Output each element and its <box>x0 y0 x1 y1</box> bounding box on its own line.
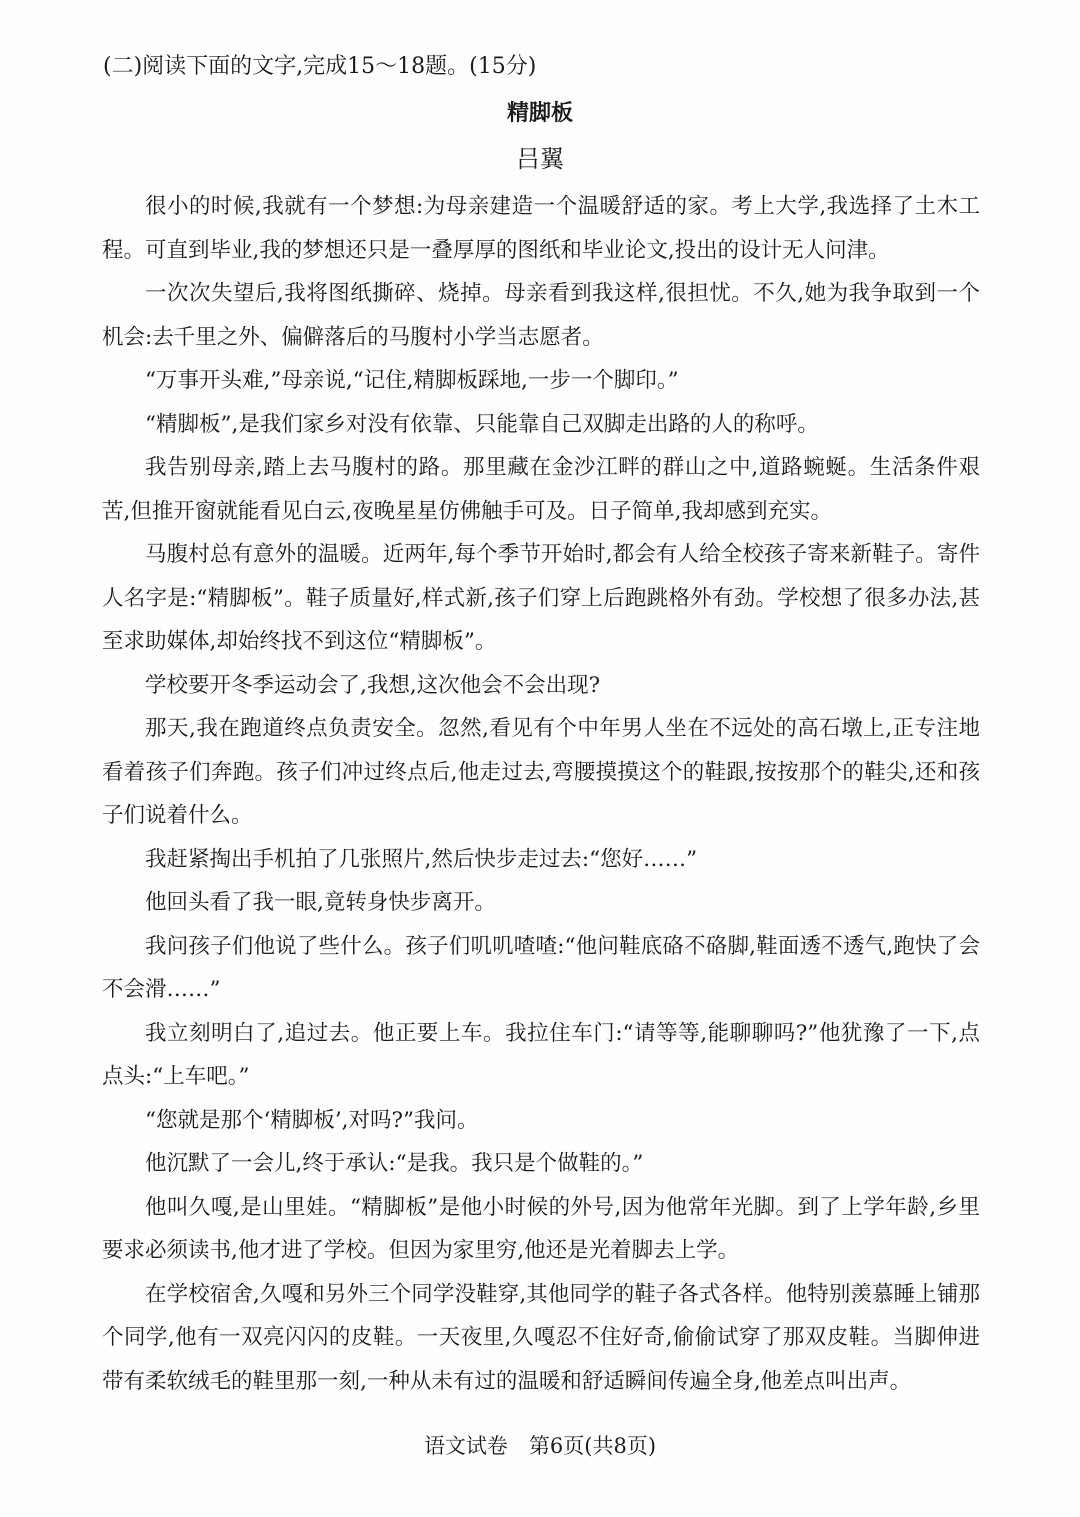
article-body <box>102 185 980 1403</box>
paragraph: 我立刻明白了,追过去。他正要上车。我拉住车门:“请等等,能聊聊吗?”他犹豫了一下,点点头:“上车吧。” <box>102 1020 980 1089</box>
paragraph: 他回头看了我一眼,竟转身快步离开。 <box>145 890 496 915</box>
paragraph: “万事开头难,”母亲说,“记住,精脚板踩地,一步一个脚印。” <box>145 368 679 393</box>
page-footer: 语文试卷 第6页(共8页) <box>423 1434 657 1458</box>
paragraph: “您就是那个‘精脚板’,对吗?”我问。 <box>145 1107 479 1133</box>
article-author: 吕翼 <box>516 145 564 173</box>
paragraph: 学校要开冬季运动会了,我想,这次他会不会出现? <box>145 672 601 698</box>
paragraph: 我告别母亲,踏上去马腹村的路。那里藏在金沙江畔的群山之中,道路蜿蜒。生活条件艰苦,但推开窗就能看见白云,夜晚星星仿佛触手可及。日子简单,我却感到充实。 <box>102 455 980 524</box>
section-heading: (二)阅读下面的文字,完成15～18题。(15分) <box>103 54 537 79</box>
paragraph: 他叫久嘎,是山里娃。“精脚板”是他小时候的外号,因为他常年光脚。到了上学年龄,乡里要求必须读书,他才进了学校。但因为家里穷,他还是光着脚去上学。 <box>102 1194 980 1263</box>
paragraph: 我赶紧掏出手机拍了几张照片,然后快步走过去:“您好……” <box>145 846 698 872</box>
paragraph: 他沉默了一会儿,终于承认:“是我。我只是个做鞋的。” <box>145 1151 644 1176</box>
paragraph: 那天,我在跑道终点负责安全。忽然,看见有个中年男人坐在不远处的高石墩上,正专注地看着孩子们奔跑。孩子们冲过终点后,他走过去,弯腰摸摸这个的鞋跟,按按那个的鞋尖,还和孩子们说着什么。 <box>102 716 980 828</box>
paragraph: 我问孩子们他说了些什么。孩子们叽叽喳喳:“他问鞋底硌不硌脚,鞋面透不透气,跑快了会不会滑……” <box>102 933 980 1002</box>
article-title: 精脚板 <box>506 100 573 126</box>
paragraph: 很小的时候,我就有一个梦想:为母亲建造一个温暖舒适的家。考上大学,我选择了土木工程。可直到毕业,我的梦想还只是一叠厚厚的图纸和毕业论文,投出的设计无人问津。 <box>102 194 980 263</box>
paragraph: 一次次失望后,我将图纸撕碎、烧掉。母亲看到我这样,很担忧。不久,她为我争取到一个机会:去千里之外、偏僻落后的马腹村小学当志愿者。 <box>102 281 980 350</box>
paragraph: 马腹村总有意外的温暖。近两年,每个季节开始时,都会有人给全校孩子寄来新鞋子。寄件人名字是:“精脚板”。鞋子质量好,样式新,孩子们穿上后跑跳格外有劲。学校想了很多办法,甚至求助媒体,却始终找不到这位“精脚板”。 <box>102 542 980 654</box>
paragraph: 在学校宿舍,久嘎和另外三个同学没鞋穿,其他同学的鞋子各式各样。他特别羡慕睡上铺那个同学,他有一双亮闪闪的皮鞋。一天夜里,久嘎忍不住好奇,偷偷试穿了那双皮鞋。当脚伸进带有柔软绒毛的鞋里那一刻,一种从未有过的温暖和舒适瞬间传遍全身,他差点叫出声。 <box>102 1281 980 1394</box>
paragraph: “精脚板”,是我们家乡对没有依靠、只能靠自己双脚走出路的人的称呼。 <box>145 411 819 437</box>
